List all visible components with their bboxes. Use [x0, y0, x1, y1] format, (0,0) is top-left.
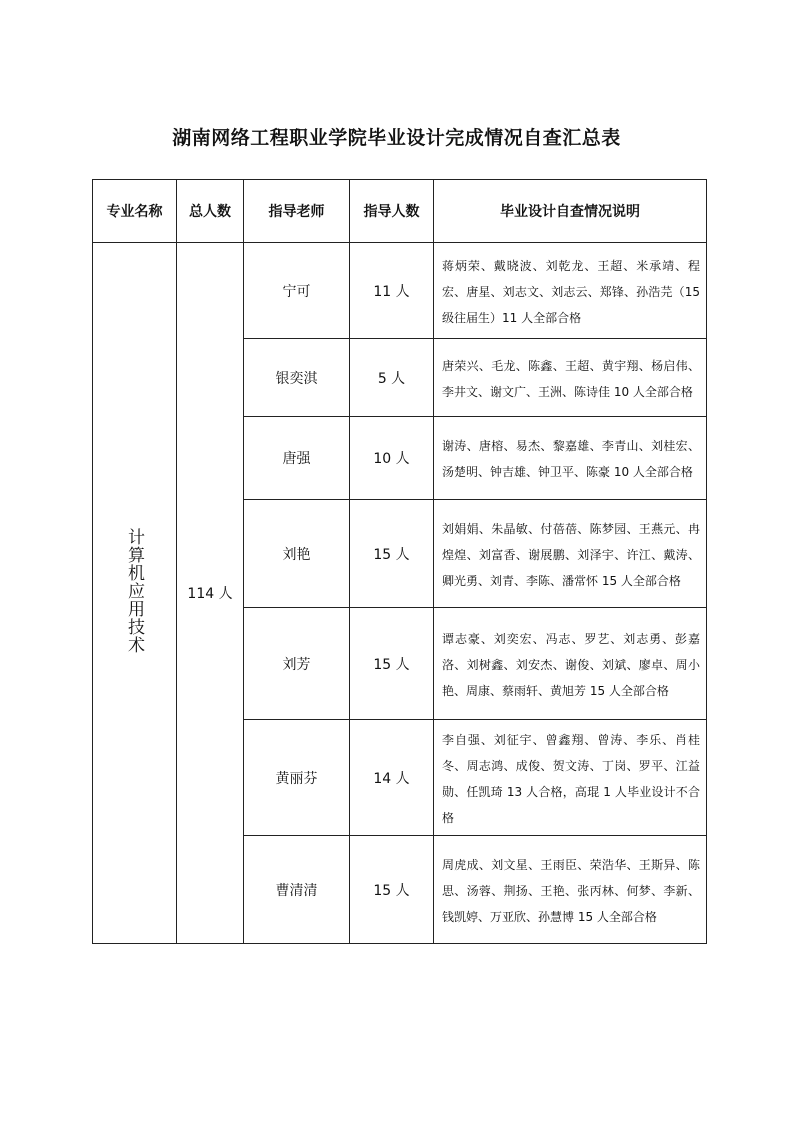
header-major: 专业名称 [93, 180, 177, 243]
advisor-count: 10 人 [350, 417, 434, 500]
advisor-name: 曹清清 [244, 836, 350, 944]
page-title: 湖南网络工程职业学院毕业设计完成情况自查汇总表 [172, 127, 621, 149]
advisor-name: 银奕淇 [244, 339, 350, 417]
advisor-count: 15 人 [350, 608, 434, 720]
header-total: 总人数 [177, 180, 244, 243]
advisor-name: 刘艳 [244, 500, 350, 608]
major-name: 计算机应用技术 [124, 528, 144, 654]
description-cell: 谢涛、唐榕、易杰、黎嘉雄、李青山、刘桂宏、汤楚明、钟吉雄、钟卫平、陈豪 10 人全部合格 [434, 417, 707, 500]
description-cell: 周虎成、刘文星、王雨臣、荣浩华、王斯异、陈思、汤蓉、荆扬、王艳、张丙林、何梦、李新、钱凯婷、万亚欣、孙慧博 15 人全部合格 [434, 836, 707, 944]
advisor-count: 15 人 [350, 500, 434, 608]
description-cell: 刘娟娟、朱晶敏、付蓓蓓、陈梦园、王燕元、冉煌煌、刘富香、谢展鹏、刘泽宇、许江、戴涛、卿光勇、刘青、李陈、潘常怀 15 人全部合格 [434, 500, 707, 608]
advisor-name: 刘芳 [244, 608, 350, 720]
summary-table [92, 179, 707, 944]
header-count: 指导人数 [350, 180, 434, 243]
header-description: 毕业设计自查情况说明 [434, 180, 707, 243]
description-cell: 谭志豪、刘奕宏、冯志、罗艺、刘志勇、彭嘉洛、刘树鑫、刘安杰、谢俊、刘斌、廖卓、周小艳、周康、蔡雨轩、黄旭芳 15 人全部合格 [434, 608, 707, 720]
advisor-count: 14 人 [350, 720, 434, 836]
major-cell [93, 243, 177, 944]
description-cell: 李自强、刘征宇、曾鑫翔、曾涛、李乐、肖桂冬、周志鸿、成俊、贺文涛、丁岗、罗平、江益勋、任凯琦 13 人合格，高琨 1 人毕业设计不合格 [434, 720, 707, 836]
advisor-count: 15 人 [350, 836, 434, 944]
advisor-name: 唐强 [244, 417, 350, 500]
advisor-count: 11 人 [350, 243, 434, 339]
header-advisor: 指导老师 [244, 180, 350, 243]
description-cell: 蒋炳荣、戴晓波、刘乾龙、王超、米承靖、程宏、唐星、刘志文、刘志云、郑锋、孙浩芫（15 级往届生）11 人全部合格 [434, 243, 707, 339]
total-students-cell: 114 人 [177, 243, 244, 944]
advisor-name: 黄丽芬 [244, 720, 350, 836]
header-row [93, 180, 707, 243]
advisor-name: 宁可 [244, 243, 350, 339]
description-cell: 唐荣兴、毛龙、陈鑫、王超、黄宇翔、杨启伟、李井文、谢文广、王洲、陈诗佳 10 人全部合格 [434, 339, 707, 417]
table-row [93, 243, 707, 339]
advisor-count: 5 人 [350, 339, 434, 417]
